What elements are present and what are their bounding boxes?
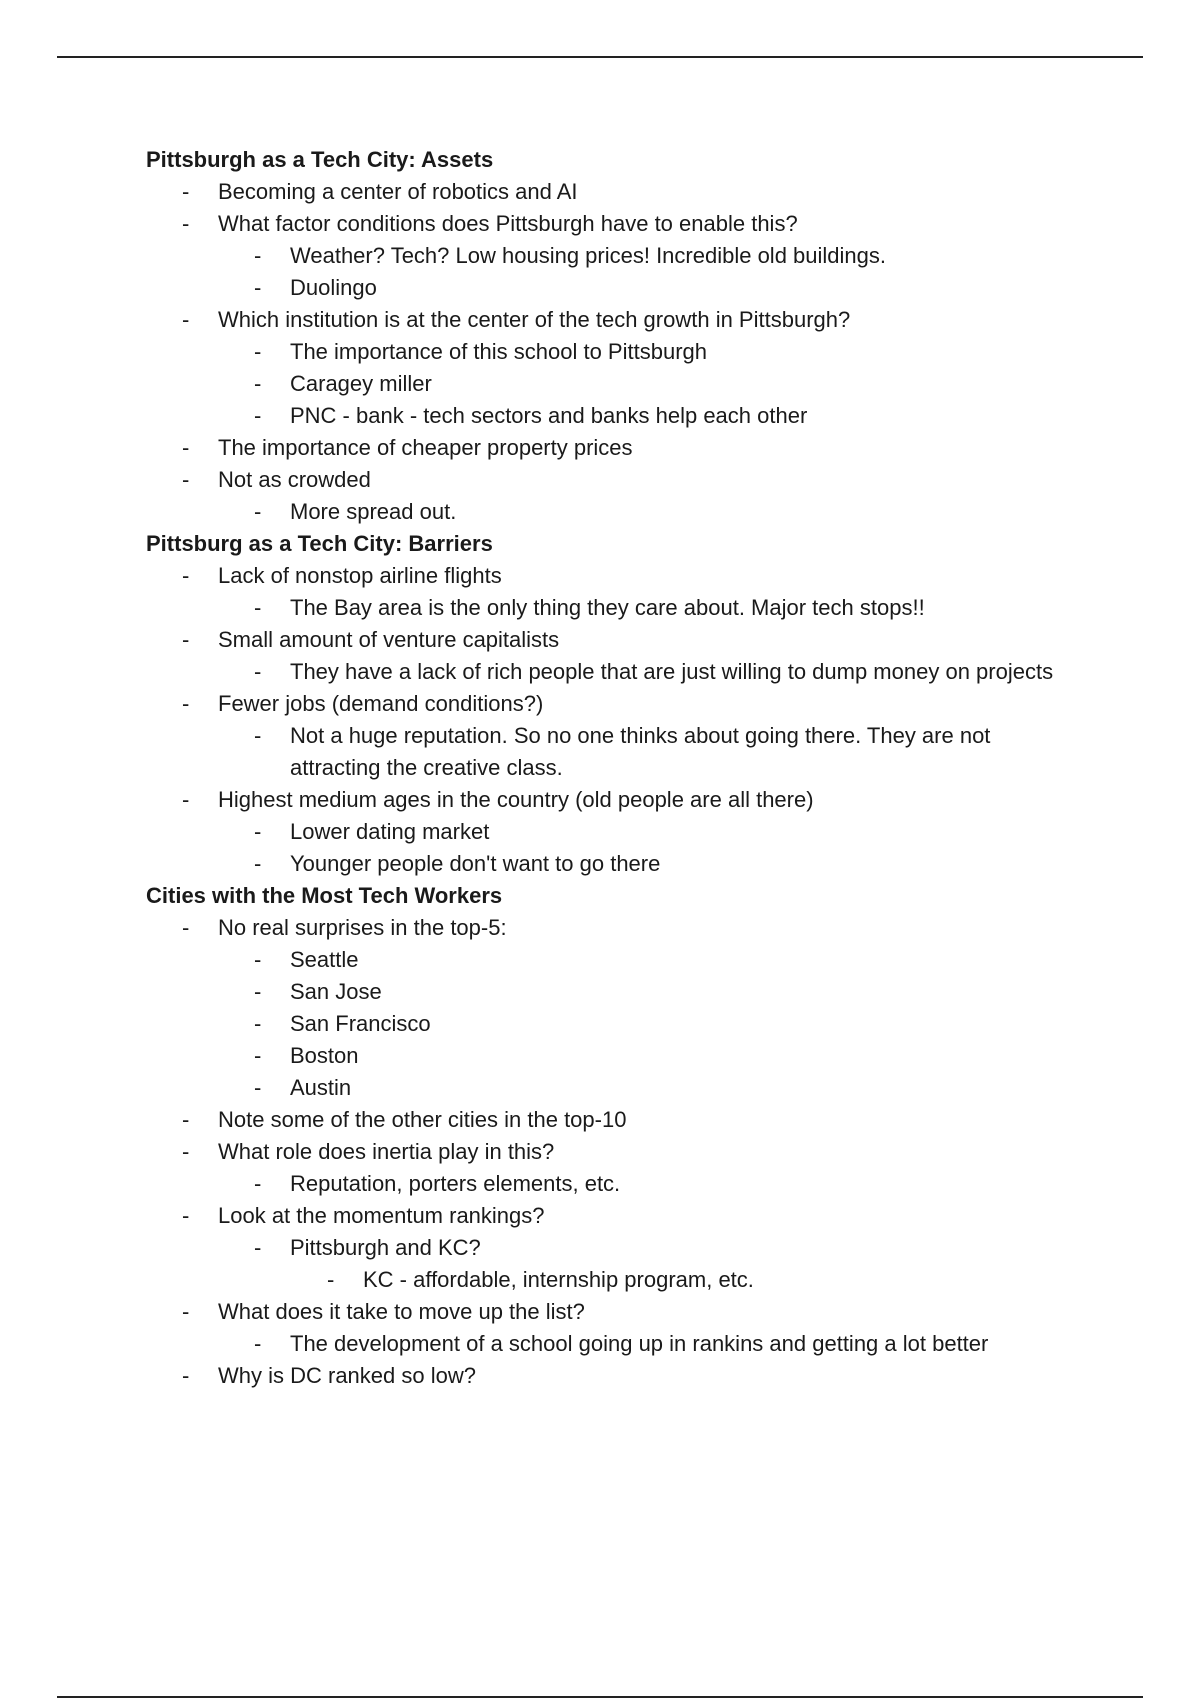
list-item-text: Boston [290,1043,359,1068]
list-item [146,304,1086,336]
dash-bullet-icon: - [182,307,190,332]
list-item-text: The development of a school going up in rankins and getting a lot better [290,1331,989,1356]
list-item [146,336,1086,368]
dash-bullet-icon: - [254,851,262,876]
section-heading: Pittsburgh as a Tech City: Assets [146,147,494,172]
list-item [146,1360,1086,1392]
dash-bullet-icon: - [182,691,190,716]
dash-bullet-icon: - [254,1075,262,1100]
list-item-text: Look at the momentum rankings? [218,1203,545,1228]
list-item [146,400,1086,432]
dash-bullet-icon: - [254,371,262,396]
dash-bullet-icon: - [182,563,190,588]
dash-bullet-icon: - [182,915,190,940]
list-item [146,1200,1086,1232]
dash-bullet-icon: - [327,1267,335,1292]
list-item [146,592,1086,624]
list-item-text: San Francisco [290,1011,431,1036]
list-item-text: PNC - bank - tech sectors and banks help each other [290,403,808,428]
dash-bullet-icon: - [182,1107,190,1132]
list-item [146,176,1086,208]
list-item-text: Not a huge reputation. So no one thinks about going there. They are not attracting the creative class. [290,723,991,780]
list-item [146,1104,1086,1136]
dash-bullet-icon: - [254,947,262,972]
list-item [146,720,1086,784]
list-item [146,1168,1086,1200]
list-item-text: San Jose [290,979,382,1004]
list-item-text: Caragey miller [290,371,432,396]
list-item-text: Austin [290,1075,352,1100]
list-item-text: They have a lack of rich people that are just willing to dump money on projects [290,659,1054,684]
dash-bullet-icon: - [182,211,190,236]
list-item-text: Highest medium ages in the country (old people are all there) [218,787,814,812]
dash-bullet-icon: - [182,1363,190,1388]
list-item-text: No real surprises in the top-5: [218,915,507,940]
list-item-text: Note some of the other cities in the top-10 [218,1107,627,1132]
dash-bullet-icon: - [254,723,262,748]
list-item [146,1328,1086,1360]
list-item-text: Lack of nonstop airline flights [218,563,502,588]
list-item [146,464,1086,496]
notes-document [146,144,1086,1392]
list-item [146,944,1086,976]
list-item [146,272,1086,304]
list-item [146,560,1086,592]
list-item-text: The Bay area is the only thing they care about. Major tech stops!! [290,595,925,620]
list-item-text: Seattle [290,947,359,972]
list-item-text: What does it take to move up the list? [218,1299,585,1324]
list-item-text: Which institution is at the center of the tech growth in Pittsburgh? [218,307,851,332]
list-item-text: Not as crowded [218,467,371,492]
dash-bullet-icon: - [254,819,262,844]
dash-bullet-icon: - [182,179,190,204]
list-item [146,624,1086,656]
list-item [146,1232,1086,1264]
list-item [146,1040,1086,1072]
list-item-text: Becoming a center of robotics and AI [218,179,578,204]
list-item [146,1008,1086,1040]
list-item [146,816,1086,848]
dash-bullet-icon: - [254,1011,262,1036]
dash-bullet-icon: - [182,627,190,652]
list-item [146,656,1086,688]
list-item [146,688,1086,720]
dash-bullet-icon: - [254,1235,262,1260]
list-item [146,848,1086,880]
list-item-text: What role does inertia play in this? [218,1139,555,1164]
dash-bullet-icon: - [254,659,262,684]
list-item [146,1072,1086,1104]
list-item-text: Lower dating market [290,819,490,844]
dash-bullet-icon: - [254,243,262,268]
list-item [146,1296,1086,1328]
list-item [146,1264,1086,1296]
list-item-text: Reputation, porters elements, etc. [290,1171,621,1196]
dash-bullet-icon: - [182,1203,190,1228]
dash-bullet-icon: - [182,1139,190,1164]
list-item [146,368,1086,400]
dash-bullet-icon: - [254,275,262,300]
dash-bullet-icon: - [254,979,262,1004]
list-item [146,1136,1086,1168]
dash-bullet-icon: - [254,403,262,428]
list-item [146,496,1086,528]
list-item-text: Pittsburgh and KC? [290,1235,481,1260]
list-item [146,976,1086,1008]
list-item [146,784,1086,816]
list-item-text: What factor conditions does Pittsburgh have to enable this? [218,211,798,236]
dash-bullet-icon: - [254,499,262,524]
list-item [146,912,1086,944]
list-item-text: The importance of this school to Pittsburgh [290,339,707,364]
list-item-text: KC - affordable, internship program, etc. [363,1267,754,1292]
bottom-rule [57,1696,1143,1698]
list-item-text: Fewer jobs (demand conditions?) [218,691,544,716]
list-item-text: Duolingo [290,275,377,300]
bullet-list [146,912,1086,1392]
list-item-text: The importance of cheaper property prices [218,435,633,460]
list-item [146,240,1086,272]
top-rule [57,56,1143,58]
list-item-text: Younger people don't want to go there [290,851,661,876]
list-item-text: Why is DC ranked so low? [218,1363,476,1388]
dash-bullet-icon: - [254,1043,262,1068]
section-heading: Pittsburg as a Tech City: Barriers [146,531,493,556]
dash-bullet-icon: - [254,1331,262,1356]
dash-bullet-icon: - [182,1299,190,1324]
list-item-text: More spread out. [290,499,457,524]
dash-bullet-icon: - [182,435,190,460]
section-heading: Cities with the Most Tech Workers [146,883,503,908]
list-item-text: Weather? Tech? Low housing prices! Incredible old buildings. [290,243,886,268]
list-item-text: Small amount of venture capitalists [218,627,560,652]
bullet-list [146,176,1086,528]
dash-bullet-icon: - [254,1171,262,1196]
bullet-list [146,560,1086,880]
dash-bullet-icon: - [254,339,262,364]
dash-bullet-icon: - [254,595,262,620]
list-item [146,432,1086,464]
list-item [146,208,1086,240]
dash-bullet-icon: - [182,787,190,812]
dash-bullet-icon: - [182,467,190,492]
